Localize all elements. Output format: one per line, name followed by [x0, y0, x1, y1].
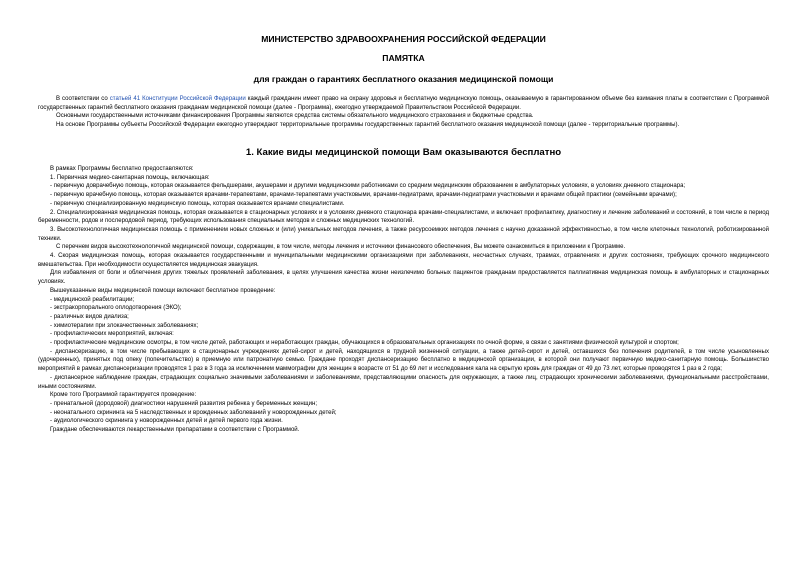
- constitution-link[interactable]: статьей 41 Конституции Российской Федерации: [109, 96, 246, 102]
- list-item: - аудиологического скрининга у новорожденных детей и детей первого года жизни.: [50, 418, 283, 425]
- list-item: - неонатального скрининга на 5 наследственных и врожденных заболеваний у новорожденных детей;: [50, 409, 337, 416]
- section-1-body: [38, 165, 769, 435]
- list-item: - диспансеризацию, в том числе пребывающих в стационарных учреждениях детей-сирот и детей, находящихся в трудной жизненной ситуации, а также детей-сирот и детей, оставшихся без попечения родителей, в том числе усыновленных (удочеренных), принятых под опеку (попечительство) в приемную или патронатную семью. Граждане проходят диспансеризацию бесплатно в медицинской организации, в которой они получают первичную медико-санитарную помощь. Большинство мероприятий в рамках диспансеризации проводятся 1 раз в 3 года за исключением маммографии для женщин в возрасте от 51 до 69 лет и исследования кала на скрытую кровь для граждан от 49 до 73 лет, которые проводятся 1 раз в 2 года;: [38, 348, 769, 373]
- paragraph: 4. Скорая медицинская помощь, которая оказывается государственными и муниципальными медицинскими организациями при заболеваниях, несчастных случаях, травмах, отравлениях и других состояниях, требующих срочного медицинского вмешательства. При необходимости осуществляется медицинская эвакуация.: [38, 253, 769, 268]
- list-item: - первичную специализированную медицинскую помощь, которая оказывается врачами специалистами.: [50, 200, 345, 207]
- list-item: - химиотерапии при злокачественных заболеваниях;: [50, 322, 199, 329]
- paragraph: Вышеуказанные виды медицинской помощи включают бесплатное проведение:: [50, 287, 276, 294]
- memo-subtitle: для граждан о гарантиях бесплатного оказания медицинской помощи: [253, 74, 554, 84]
- list-item: - первичную доврачебную помощь, которая оказывается фельдшерами, акушерами и другими медицинскими работниками со средним медицинским образованием в амбулаторных условиях, в условиях дневного стационара;: [50, 183, 686, 190]
- intro-paragraph-1: [38, 95, 769, 112]
- list-item: - различных видов диализа;: [50, 313, 129, 320]
- paragraph: 2. Специализированная медицинская помощь, которая оказывается в стационарных условиях и в условиях дневного стационара врачами-специалистами, и включает профилактику, диагностику и лечение заболеваний и состояний, в том числе в период беременности, родов и послеродовой период, требующих использования специальных методов и сложных медицинских технологий.: [38, 209, 769, 225]
- list-item: - профилактических мероприятий, включая:: [50, 331, 174, 338]
- list-item: - профилактические медицинские осмотры, в том числе детей, работающих и неработающих граждан, обучающихся в образовательных организациях по очной форме, в связи с занятиями физической культурой и спортом;: [50, 340, 679, 347]
- list-item: - экстракорпорального оплодотворения (ЭКО);: [50, 305, 182, 312]
- intro-text-before-link: В соответствии со: [56, 96, 110, 102]
- memo-title: ПАМЯТКА: [382, 53, 425, 63]
- paragraph: Кроме того Программой гарантируется проведение:: [50, 392, 197, 399]
- paragraph: Для избавления от боли и облегчения других тяжелых проявлений заболевания, в целях улучшения качества жизни неизлечимо больных пациентов гражданам предоставляется паллиативная медицинская помощь в амбулаторных и стационарных условиях.: [38, 270, 769, 286]
- intro-paragraph-3: На основе Программы субъекты Российской Федерации ежегодно утверждают территориальные программы государственных гарантий бесплатного оказания медицинской помощи (далее - территориальные программы).: [56, 122, 680, 129]
- paragraph: 3. Высокотехнологичная медицинская помощь с применением новых сложных и (или) уникальных методов лечения, а также ресурсоемких методов лечения с научно доказанной эффективностью, в том числе клеточных технологий, роботизированной техники.: [38, 226, 769, 242]
- list-item: - диспансерное наблюдение граждан, страдающих социально значимыми заболеваниями и заболеваниями, представляющими опасность для окружающих, а также лиц, страдающих хроническими заболеваниями, функциональными расстройствами, иными состояниями.: [38, 374, 769, 390]
- section-1-heading: 1. Какие виды медицинской помощи Вам оказываются бесплатно: [245, 147, 562, 158]
- intro-text-after-link: каждый гражданин имеет право на охрану здоровья и бесплатную медицинскую помощь, оказываемую в гарантированном объеме без взимания платы в соответствии с Программой государственных гарантий бесплатного оказания гражданам медицинской помощи (далее - Программа), ежегодно утверждаемой Правительством Российской Федерации.: [38, 96, 769, 111]
- list-item: - медицинской реабилитации;: [50, 296, 135, 303]
- paragraph: 1. Первичная медико-санитарная помощь, включающая:: [50, 174, 210, 181]
- intro-paragraph-2: Основными государственными источниками финансирования Программы являются средства системы обязательного медицинского страхования и бюджетные средства.: [56, 113, 534, 120]
- paragraph: В рамках Программы бесплатно предоставляются:: [50, 166, 194, 172]
- list-item: - пренатальной (дородовой) диагностики нарушений развития ребенка у беременных женщин;: [50, 400, 318, 407]
- paragraph: С перечнем видов высокотехнологичной медицинской помощи, содержащим, в том числе, методы лечения и источники финансового обеспечения, Вы можете ознакомиться в приложении к Программе.: [56, 244, 626, 251]
- intro-section: [38, 95, 769, 130]
- list-item: - первичную врачебную помощь, которая оказывается врачами-терапевтами, врачами-терапевтами участковыми, врачами-педиатрами, врачами-педиатрами участковыми и врачами общей практики (семейными врачами);: [50, 192, 677, 199]
- ministry-heading: МИНИСТЕРСТВО ЗДРАВООХРАНЕНИЯ РОССИЙСКОЙ ФЕДЕРАЦИИ: [261, 34, 546, 44]
- paragraph: Граждане обеспечиваются лекарственными препаратами в соответствии с Программой.: [50, 427, 300, 434]
